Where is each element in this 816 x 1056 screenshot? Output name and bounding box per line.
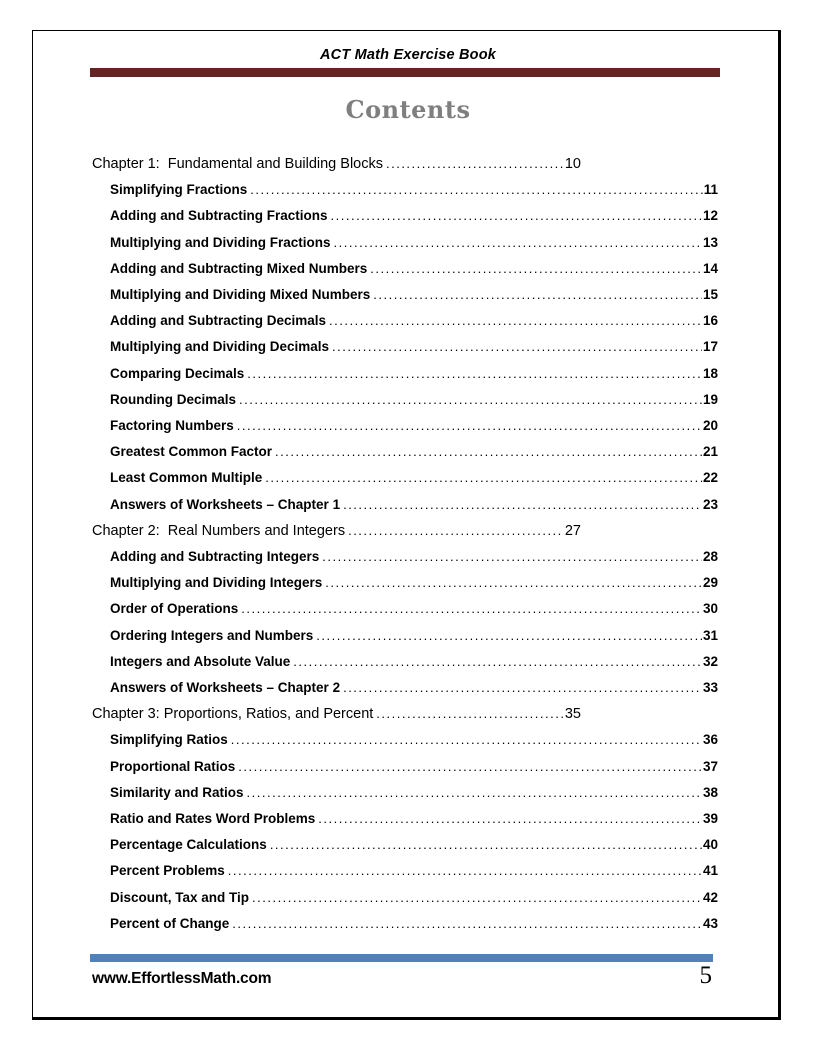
toc-entry-row[interactable] (110, 413, 718, 439)
toc-chapter-row[interactable] (92, 151, 581, 177)
toc-item-label: Percentage Calculations (110, 837, 267, 853)
header-rule (90, 68, 720, 77)
toc-item-label: Chapter 2: Real Numbers and Integers (92, 522, 346, 539)
dot-leader (318, 806, 702, 832)
toc-item-page-number: 43 (702, 915, 718, 931)
toc-entry-row[interactable] (110, 544, 718, 570)
dot-leader (231, 727, 702, 753)
dot-leader (247, 780, 702, 806)
dot-leader (241, 596, 702, 622)
toc-item-label: Adding and Subtracting Fractions (110, 208, 328, 224)
toc-item-label: Comparing Decimals (110, 365, 245, 381)
toc-item-page-number: 16 (702, 313, 718, 329)
toc-item-page-number: 31 (702, 627, 718, 643)
toc-item-page-number: 11 (703, 182, 718, 198)
toc-item-label: Simplifying Ratios (110, 732, 228, 748)
toc-item-label: Rounding Decimals (110, 391, 237, 407)
toc-item-label: Multiplying and Dividing Fractions (110, 234, 331, 250)
dot-leader (370, 256, 702, 282)
toc-item-page-number: 41 (702, 863, 718, 879)
dot-leader (322, 544, 702, 570)
toc-item-label: Answers of Worksheets – Chapter 2 (110, 680, 341, 696)
toc-item-page-number: 21 (702, 444, 718, 460)
toc-item-label: Ordering Integers and Numbers (110, 627, 314, 643)
dot-leader (250, 177, 702, 203)
toc-entry-row[interactable] (110, 832, 718, 858)
toc-item-page-number: 27 (564, 522, 581, 539)
table-of-contents (92, 151, 718, 937)
dot-leader (247, 361, 702, 387)
dot-leader (343, 675, 702, 701)
toc-entry-row[interactable] (110, 780, 718, 806)
toc-item-page-number: 40 (702, 837, 718, 853)
toc-entry-row[interactable] (110, 361, 718, 387)
dot-leader (325, 570, 702, 596)
toc-item-page-number: 39 (702, 811, 718, 827)
toc-item-page-number: 36 (702, 732, 718, 748)
toc-entry-row[interactable] (110, 465, 718, 491)
toc-entry-row[interactable] (110, 282, 718, 308)
toc-item-page-number: 32 (702, 653, 718, 669)
toc-entry-row[interactable] (110, 675, 718, 701)
toc-item-page-number: 29 (702, 575, 718, 591)
toc-item-label: Answers of Worksheets – Chapter 1 (110, 496, 341, 512)
toc-item-page-number: 38 (702, 784, 718, 800)
toc-item-label: Percent Problems (110, 863, 225, 879)
toc-item-page-number: 42 (702, 889, 718, 905)
toc-item-page-number: 17 (702, 339, 718, 355)
toc-item-label: Greatest Common Factor (110, 444, 273, 460)
toc-entry-row[interactable] (110, 858, 718, 884)
toc-item-label: Adding and Subtracting Decimals (110, 313, 327, 329)
toc-item-page-number: 35 (564, 706, 581, 723)
toc-entry-row[interactable] (110, 387, 718, 413)
dot-leader (239, 387, 702, 413)
footer-page-number: 5 (699, 962, 712, 989)
toc-entry-row[interactable] (110, 885, 718, 911)
toc-item-page-number: 37 (702, 758, 718, 774)
dot-leader (329, 308, 702, 334)
toc-entry-row[interactable] (110, 256, 718, 282)
toc-item-label: Multiplying and Dividing Mixed Numbers (110, 287, 371, 303)
toc-entry-row[interactable] (110, 911, 718, 937)
toc-item-label: Integers and Absolute Value (110, 653, 291, 669)
toc-entry-row[interactable] (110, 754, 718, 780)
toc-entry-row[interactable] (110, 203, 718, 229)
toc-item-page-number: 23 (702, 496, 718, 512)
dot-leader (376, 701, 564, 727)
toc-item-page-number: 19 (702, 391, 718, 407)
toc-item-label: Adding and Subtracting Mixed Numbers (110, 260, 368, 276)
toc-entry-row[interactable] (110, 439, 718, 465)
toc-entry-row[interactable] (110, 596, 718, 622)
toc-item-page-number: 28 (702, 549, 718, 565)
toc-item-label: Factoring Numbers (110, 418, 234, 434)
toc-entry-row[interactable] (110, 177, 718, 203)
toc-item-label: Chapter 1: Fundamental and Building Blocks (92, 156, 383, 172)
toc-item-page-number: 10 (564, 156, 581, 172)
toc-item-page-number: 20 (702, 418, 718, 434)
dot-leader (252, 885, 702, 911)
dot-leader (270, 832, 702, 858)
toc-entry-row[interactable] (110, 727, 718, 753)
toc-item-page-number: 15 (702, 287, 718, 303)
toc-chapter-row[interactable] (92, 518, 581, 544)
toc-item-label: Discount, Tax and Tip (110, 889, 250, 905)
dot-leader (316, 623, 702, 649)
footer-rule (90, 954, 713, 962)
dot-leader (373, 282, 702, 308)
toc-item-page-number: 18 (702, 365, 718, 381)
dot-leader (332, 334, 702, 360)
page-title: Contents (345, 95, 471, 124)
toc-chapter-row[interactable] (92, 701, 581, 727)
toc-item-label: Order of Operations (110, 601, 239, 617)
toc-entry-row[interactable] (110, 623, 718, 649)
toc-item-label: Percent of Change (110, 915, 230, 931)
toc-item-page-number: 33 (702, 680, 718, 696)
toc-item-label: Chapter 3: Proportions, Ratios, and Percent (92, 706, 374, 723)
dot-leader (334, 230, 702, 256)
dot-leader (228, 858, 702, 884)
toc-item-page-number: 13 (702, 234, 718, 250)
dot-leader (237, 413, 702, 439)
toc-item-label: Least Common Multiple (110, 470, 263, 486)
toc-item-label: Multiplying and Dividing Decimals (110, 339, 330, 355)
toc-item-label: Similarity and Ratios (110, 784, 244, 800)
toc-item-page-number: 12 (702, 208, 718, 224)
toc-item-page-number: 30 (702, 601, 718, 617)
toc-item-page-number: 22 (702, 470, 718, 486)
dot-leader (275, 439, 702, 465)
header-title: ACT Math Exercise Book (319, 47, 497, 63)
toc-entry-row[interactable] (110, 334, 718, 360)
toc-item-label: Multiplying and Dividing Integers (110, 575, 323, 591)
dot-leader (343, 492, 702, 518)
toc-entry-row[interactable] (110, 649, 718, 675)
dot-leader (238, 754, 702, 780)
toc-entry-row[interactable] (110, 570, 718, 596)
toc-entry-row[interactable] (110, 230, 718, 256)
dot-leader (331, 203, 702, 229)
toc-entry-row[interactable] (110, 308, 718, 334)
toc-item-label: Adding and Subtracting Integers (110, 549, 320, 565)
dot-leader (386, 151, 564, 177)
dot-leader (232, 911, 702, 937)
dot-leader (348, 518, 564, 544)
dot-leader (265, 465, 702, 491)
toc-item-label: Simplifying Fractions (110, 182, 248, 198)
toc-item-page-number: 14 (702, 260, 718, 276)
footer-website-link[interactable]: www.EffortlessMath.com (92, 970, 272, 987)
toc-entry-row[interactable] (110, 492, 718, 518)
toc-entry-row[interactable] (110, 806, 718, 832)
dot-leader (293, 649, 702, 675)
toc-item-label: Proportional Ratios (110, 758, 236, 774)
toc-item-label: Ratio and Rates Word Problems (110, 811, 316, 827)
